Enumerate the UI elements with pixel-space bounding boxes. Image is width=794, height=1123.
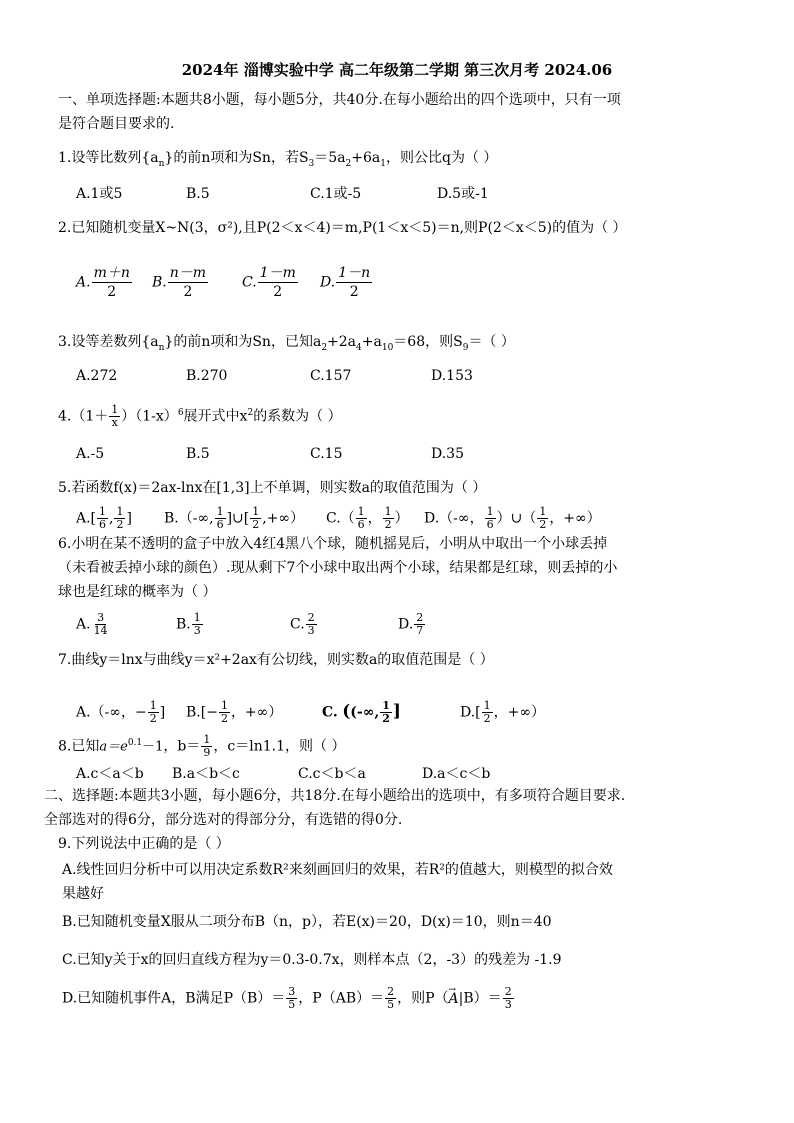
q9-option-d: D.已知随机事件A，B满足P（B）＝ $\frac{3}{5}$ ，P（AB）＝ $\frac{2}{5}$ ，则P（→ A|B）＝ $\frac{2}{3}$: [62, 986, 515, 1011]
q7-option-d: D.[ $\frac{1}{2}$ ，+∞）: [460, 699, 546, 725]
q2-option-d: D. $\frac{1-n}{2}$: [320, 265, 371, 300]
q3-option-c: C.157: [310, 368, 352, 384]
q9-option-c: C.已知y关于x的回归直线方程为y＝0.3-0.7x，则样本点（2，-3）的残差为 -1.9: [62, 952, 562, 968]
q1-option-b: B.5: [186, 186, 210, 202]
q5-stem: 5.若函数f(x)＝2ax-lnx在[1,3]上不单调，则实数a的取值范围为（ ）: [58, 480, 487, 496]
q5-option-a: A.[ $\frac{1}{6}$ , $\frac{1}{2}$ ]: [76, 505, 132, 531]
q3-stem: 3.设等差数列$\{a_n\}$的前n项和为Sn，已知$a_2+2a_4+a_{10}=68$，则$S_9=$（ ）: [58, 334, 515, 353]
q7-option-a: A.（-∞，− $\frac{1}{2}$ ]: [76, 699, 166, 725]
section2-intro-line1: 二、选择题:本题共3小题，每小题6分，共18分.在每小题给出的选项中，有多项符合题目要求.: [44, 788, 626, 804]
q1-option-d: D.5或-1: [437, 186, 489, 202]
q6-option-a: A. $\frac{3}{14}$: [76, 611, 108, 637]
q5-option-b: B.（-∞, $\frac{1}{6}$ ]∪[ $\frac{1}{2}$ ,+∞）: [164, 505, 305, 531]
q2-option-c: C. $\frac{1-m}{2}$: [242, 265, 296, 300]
section1-intro-line2: 是符合题目要求的.: [58, 116, 175, 132]
q2-stem: 2.已知随机变量X~N(3，σ²),且P(2＜x＜4)＝m,P(1＜x＜5)＝n,则P(2＜x＜5)的值为（ ）: [58, 220, 627, 236]
q4-option-d: D.35: [431, 446, 464, 462]
q8-stem: 8.已知$a=e^{0.1}-1$，b＝ $\frac{1}{9}$ ，c＝ln1.1，则（ ）: [58, 733, 346, 759]
q4-option-a: A.-5: [76, 446, 105, 462]
q2-option-a: A. $\frac{m+n}{2}$: [76, 265, 130, 300]
q8-option-c: C.c＜b＜a: [298, 766, 366, 782]
q6-option-b: B. $\frac{1}{3}$: [176, 611, 201, 637]
q9-stem: 9.下列说法中正确的是（ ）: [58, 836, 230, 852]
section1-intro-line1: 一、单项选择题:本题共8小题，每小题5分，共40分.在每小题给出的四个选项中，只有一项: [58, 92, 621, 108]
q8-option-a: A.c＜a＜b: [76, 766, 144, 782]
q7-option-c: C. ((-∞, $\frac{1}{2}$ ]: [322, 699, 401, 725]
q9-option-a-line1: A.线性回归分析中可以用决定系数R²来刻画回归的效果，若R²的值越大，则模型的拟合效: [62, 862, 613, 878]
q4-option-b: B.5: [186, 446, 210, 462]
q1-stem: 1.设等比数列$\{a_n\}$的前n项和为Sn，若$S_3=5a_2+6a_1$，则公比q为（ ）: [58, 150, 498, 169]
q7-option-b: B.[− $\frac{1}{2}$ ，+∞）: [186, 699, 283, 725]
q1-option-a: A.1或5: [76, 186, 123, 202]
q5-option-d: D.（-∞， $\frac{1}{6}$ ）∪（ $\frac{1}{2}$ ，+∞）: [424, 505, 601, 531]
q6-line3: 球也是红球的概率为（ ）: [58, 584, 217, 600]
q8-option-b: B.a＜b＜c: [172, 766, 240, 782]
q6-option-c: C. $\frac{2}{3}$: [290, 611, 315, 637]
q8-option-d: D.a＜c＜b: [422, 766, 491, 782]
section2-intro-line2: 全部选对的得6分，部分选对的得部分分，有选错的得0分.: [44, 812, 403, 828]
q3-option-b: B.270: [186, 368, 228, 384]
q6-line2: （未看被丢掉小球的颜色）.现从剩下7个小球中取出两个小球，结果都是红球，则丢掉的小: [58, 560, 618, 576]
q6-line1: 6.小明在某不透明的盒子中放入4红4黑八个球，随机摇晃后，小明从中取出一个小球丢掉: [58, 536, 608, 552]
q3-option-d: D.153: [431, 368, 473, 384]
q1-option-c: C.1或-5: [310, 186, 362, 202]
q9-option-a-line2: 果越好: [62, 886, 104, 902]
q9-option-b: B.已知随机变量X服从二项分布B（n，p），若E(x)＝20，D(x)＝10，则n＝40: [62, 914, 552, 930]
q4-option-c: C.15: [310, 446, 343, 462]
q2-option-b: B. $\frac{n-m}{2}$: [152, 265, 207, 300]
q5-option-c: C.（ $\frac{1}{6}$ ， $\frac{1}{2}$ ）: [326, 505, 409, 531]
exam-title: 2024年 淄博实验中学 高二年级第二学期 第三次月考 2024.06: [181, 61, 613, 79]
q6-option-d: D. $\frac{2}{7}$: [398, 611, 424, 637]
q7-stem: 7.曲线y＝lnx与曲线y＝x²+2ax有公切线，则实数a的取值范围是（ ）: [58, 652, 494, 668]
q3-option-a: A.272: [76, 368, 118, 384]
q4-stem: 4.（1＋ $\frac{1}{x}$ ）$(1-x)^6$展开式中$x^2$的系数为（ ）: [58, 403, 342, 429]
